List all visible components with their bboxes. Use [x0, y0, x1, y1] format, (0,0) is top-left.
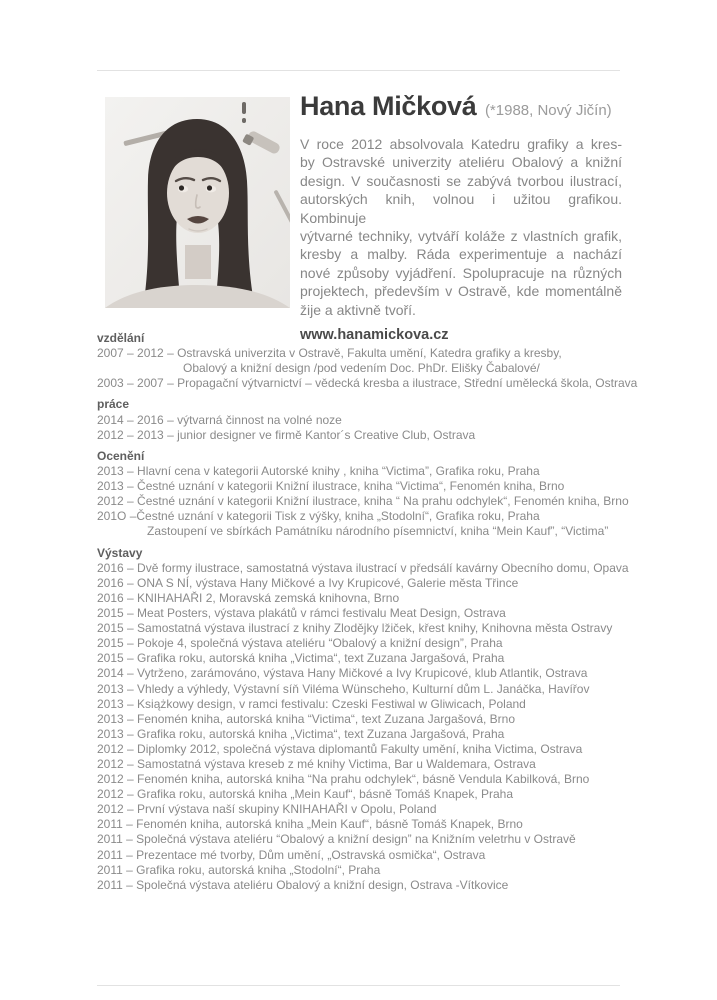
cv-entry: 2012 – Fenomén kniha, autorská kniha “Na prahu odchylek“, básně Vendula Kabilková, Brno: [97, 772, 590, 787]
cv-entry: 2011 – Fenomén kniha, autorská kniha „Mein Kauf“, básně Tomáš Knapek, Brno: [97, 817, 523, 832]
website-link[interactable]: www.hanamickova.cz: [300, 327, 449, 344]
cv-entry: 2014 – Vytrženo, zarámováno, výstava Hany Mičkové a Ivy Krupicové, klub Atlantik, Ostrava: [97, 666, 588, 681]
cv-entry: 2014 – 2016 – výtvarná činnost na volné noze: [97, 412, 342, 427]
bottom-divider: [97, 985, 620, 986]
section-title: práce: [97, 397, 130, 412]
cv-entry: 2011 – Společná výstava ateliéru Obalový a knižní design, Ostrava -Vítkovice: [97, 877, 509, 892]
cv-entry: 2012 – 2013 – junior designer ve firmě Kantor´s Creative Club, Ostrava: [97, 427, 476, 442]
bio-line: kresby a malby. Ráda experimentuje a nachází: [300, 246, 622, 263]
cv-entry: Obalový a knižní design /pod vedením Doc. PhDr. Elišky Čabalové/: [183, 361, 540, 376]
bio-line: design. V současnosti se zabývá tvorbou ilustrací,: [300, 172, 622, 189]
cv-entry: Zastoupení ve sbírkách Památníku národního písemnictví, kniha “Mein Kauf”, “Victima”: [147, 524, 609, 539]
header-block: [300, 90, 622, 343]
bio-line: nové způsoby vyjádření. Spolupracuje na různých: [300, 264, 622, 281]
cv-entry: 2013 – Fenomén kniha, autorská kniha “Victima“, text Zuzana Jargašová, Brno: [97, 711, 516, 726]
section-3: [97, 546, 657, 893]
cv-entry: 2013 – Čestné uznání v kategorii Knižní ilustrace, kniha “Victima“, Fenomén kniha, Brno: [97, 479, 565, 494]
section-2: [97, 449, 657, 540]
cv-entry: 2007 – 2012 – Ostravská univerzita v Ostravě, Fakulta umění, Katedra grafiky a kresby,: [97, 346, 562, 361]
cv-entry: 2013 – Hlavní cena v kategorii Autorské knihy , kniha “Victima”, Grafika roku, Praha: [97, 464, 540, 479]
cv-entry: 2003 – 2007 – Propagační výtvarnictví – vědecká kresba a ilustrace, Střední umělecká škola, Ostrava: [97, 376, 638, 391]
bio-line: projektech, především v Ostravě, kde momentálně: [300, 283, 622, 300]
section-title: Ocenění: [97, 448, 145, 463]
top-divider: [97, 70, 620, 71]
bio-paragraph: [300, 135, 622, 319]
birth-info: (*1988, Nový Jičín): [484, 102, 612, 119]
cv-entry: 2013 – Vhledy a výhledy, Výstavní síň Viléma Wünscheho, Kulturní dům L. Janáčka, Havířov: [97, 681, 590, 696]
cv-entry: 2015 – Grafika roku, autorská kniha „Victima“, text Zuzana Jargašová, Praha: [97, 651, 505, 666]
cv-sections: [97, 331, 657, 893]
cv-entry: 2012 – Diplomky 2012, společná výstava diplomantů Fakulty umění, kniha Victima, Ostrava: [97, 741, 583, 756]
cv-entry: 2013 – Grafika roku, autorská kniha „Victima“, text Zuzana Jargašová, Praha: [97, 726, 505, 741]
bio-line: autorských knih, volnou i užitou grafikou. Kombinuje: [300, 191, 622, 226]
cv-entry: 2015 – Samostatná výstava ilustrací z knihy Zlodějky lžiček, křest knihy, Knihovna města Ostravy: [97, 621, 613, 636]
section-1: [97, 397, 657, 442]
portrait-photo: [105, 97, 290, 308]
cv-entry: 2015 – Pokoje 4, společná výstava ateliéru “Obalový a knižní design”, Praha: [97, 636, 503, 651]
cv-entry: 2012 – Grafika roku, autorská kniha „Mein Kauf“, básně Tomáš Knapek, Praha: [97, 787, 514, 802]
portrait-photo-art: [105, 97, 290, 308]
person-name: Hana Mičková: [300, 91, 477, 121]
cv-entry: 2013 – Książkowy design, v ramci festivalu: Czeski Festiwal w Gliwicach, Poland: [97, 696, 526, 711]
bio-line: by Ostravské univerzity ateliéru Obalový a knižní: [300, 154, 622, 171]
bio-line: V roce 2012 absolvovala Katedru grafiky a kres-: [300, 136, 622, 152]
cv-entry: 2011 – Grafika roku, autorská kniha „Stodolní“, Praha: [97, 862, 381, 877]
cv-entry: 2015 – Meat Posters, výstava plakátů v rámci festivalu Meat Design, Ostrava: [97, 606, 506, 621]
section-title: vzdělání: [97, 331, 145, 345]
cv-entry: 2012 – Samostatná výstava kreseb z mé knihy Victima, Bar u Waldemara, Ostrava: [97, 756, 536, 771]
section-title: Výstavy: [97, 545, 143, 560]
cv-entry: 2016 – ONA S NÍ, výstava Hany Mičkové a Ivy Krupicové, Galerie města Třince: [97, 575, 519, 590]
cv-entry: 2011 – Společná výstava ateliéru “Obalový a knižní design” na Knižním veletrhu v Ostravě: [97, 832, 576, 847]
bio-line: výtvarné techniky, vytváří koláže z vlastních grafik,: [300, 228, 622, 245]
cv-entry: 2012 – První výstava naší skupiny KNIHAHAŘI v Opolu, Poland: [97, 802, 437, 817]
cv-entry: 201O –Čestné uznání v kategorii Tisk z výšky, kniha „Stodolní“, Grafika roku, Praha: [97, 509, 540, 524]
cv-entry: 2011 – Prezentace mé tvorby, Dům umění, „Ostravská osmička“, Ostrava: [97, 847, 486, 862]
cv-entry: 2016 – KNIHAHAŘI 2, Moravská zemská knihovna, Brno: [97, 590, 400, 605]
bio-line: žije a aktivně tvoří.: [300, 301, 416, 318]
cv-entry: 2012 – Čestné uznání v kategorii Knižní ilustrace, kniha “ Na prahu odchylek“, Fenomén kniha, Brno: [97, 494, 629, 509]
name-row: [300, 90, 622, 127]
section-0: [97, 331, 657, 391]
cv-entry: 2016 – Dvě formy ilustrace, samostatná výstava ilustrací v předsálí kavárny Obecního domu, Opava: [97, 560, 629, 575]
